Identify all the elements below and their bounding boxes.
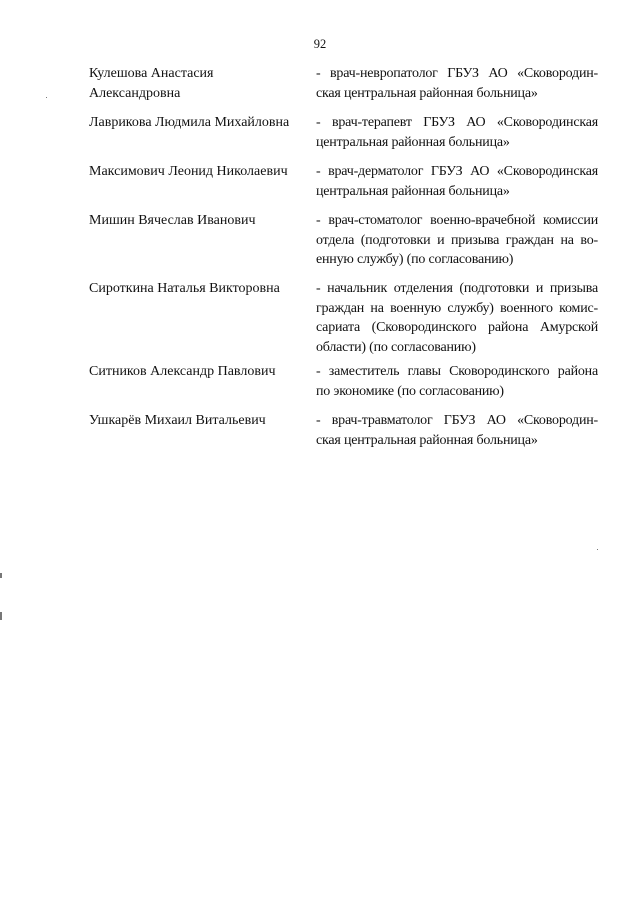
scan-speck	[0, 612, 2, 620]
position-line: - врач-невропатолог ГБУЗ АО «Сковородин-	[316, 66, 598, 81]
member-position	[316, 64, 598, 103]
member-name-line: Мишин Вячеслав Иванович	[89, 213, 256, 228]
member-name-line: Кулешова Анастасия	[89, 66, 214, 81]
scan-speck	[46, 97, 47, 98]
member-position	[316, 113, 598, 152]
member-position	[316, 279, 598, 357]
member-position	[316, 162, 598, 201]
position-line: сариата (Сковородинского района Амурской	[316, 320, 598, 335]
member-name-line: Ушкарёв Михаил Витальевич	[89, 413, 266, 428]
position-line: енную службу) (по согласованию)	[316, 252, 514, 267]
position-line: области) (по согласованию)	[316, 339, 476, 355]
member-name-line: Максимович Леонид Николаевич	[89, 164, 288, 179]
position-line: - врач-дерматолог ГБУЗ АО «Сковородинская	[316, 164, 598, 179]
member-position	[316, 411, 598, 450]
member-name-line: Сироткина Наталья Викторовна	[89, 281, 280, 296]
member-name-line: Лаврикова Людмила Михайловна	[89, 115, 290, 130]
member-name	[89, 113, 309, 133]
scan-speck	[597, 549, 598, 550]
member-name	[89, 362, 309, 382]
position-line: - врач-терапевт ГБУЗ АО «Сковородинская	[316, 115, 598, 130]
position-line: центральная районная больница»	[316, 183, 510, 199]
position-line: граждан на военную службу) военного комис-	[316, 300, 598, 316]
position-line: - начальник отделения (подготовки и призыва	[316, 281, 598, 296]
position-line: ская центральная районная больница»	[316, 85, 538, 101]
member-position	[316, 211, 598, 270]
member-name	[89, 411, 309, 431]
position-line: - заместитель главы Сковородинского района	[316, 364, 598, 379]
position-line: ская центральная районная больница»	[316, 432, 538, 448]
member-name	[89, 162, 309, 182]
member-name	[89, 64, 309, 103]
position-line: по экономике (по согласованию)	[316, 383, 504, 399]
member-name	[89, 279, 309, 299]
member-position	[316, 362, 598, 401]
position-line: центральная районная больница»	[316, 134, 510, 150]
page-number: 92	[313, 37, 327, 51]
position-line: - врач-стоматолог военно-врачебной комиссии	[316, 213, 598, 228]
member-name-line: Александровна	[89, 85, 181, 101]
scan-speck	[0, 573, 2, 578]
member-name	[89, 211, 309, 231]
position-line: - врач-травматолог ГБУЗ АО «Сковородин-	[316, 413, 598, 428]
position-line: отдела (подготовки и призыва граждан на во-	[316, 232, 598, 248]
member-name-line: Ситников Александр Павлович	[89, 364, 276, 379]
